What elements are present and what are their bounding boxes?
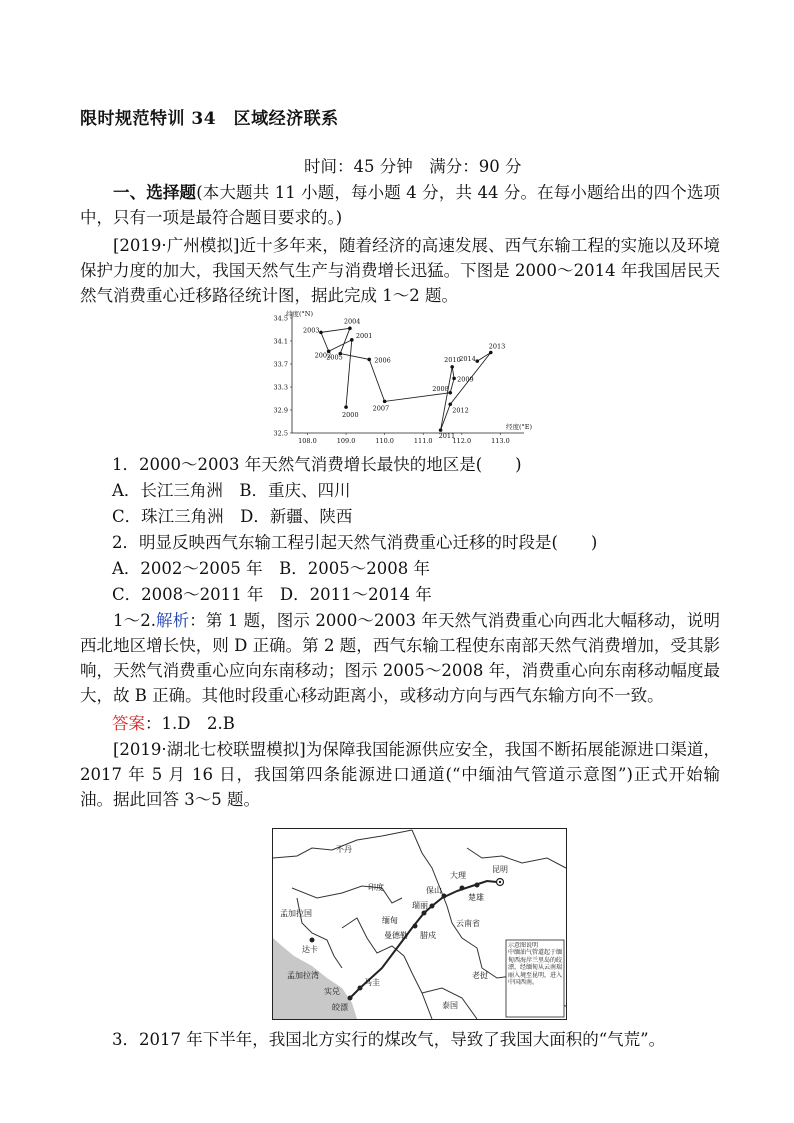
city-dot-muse — [430, 904, 435, 909]
time-score-meta: 时间：45 分钟 满分：90 分 — [304, 157, 522, 176]
map-label-muse: 瑞丽 — [412, 901, 428, 910]
map-label-myanmar: 缅甸 — [382, 916, 398, 925]
point-label-2010: 2010 — [444, 355, 461, 364]
section-instructions — [80, 180, 720, 230]
city-dot-baoshan — [442, 894, 447, 899]
point-label-2003: 2003 — [302, 326, 320, 335]
question-1-options-ab: A．长江三角洲 B．重庆、四川 — [112, 481, 351, 500]
x-tick-label: 113.0 — [491, 437, 510, 445]
question-2-options-ab: A．2002～2005 年 B．2005～2008 年 — [112, 559, 430, 578]
section-note: (本大题共 11 小题，每小题 4 分，共 44 分。在每小题给出的四个选项中，只有一项是最符合题目要求的。) — [80, 183, 721, 227]
y-tick-label: 32.5 — [273, 429, 288, 438]
china-myanmar-pipeline-map — [272, 828, 567, 1020]
question-2-options-cd: C．2008～2011 年 D．2011～2014 年 — [112, 585, 432, 604]
point-label-2008: 2008 — [432, 384, 449, 393]
point-label-2009: 2009 — [457, 375, 474, 384]
passage-1: [2019·广州模拟]近十多年来，随着经济的高速发展、西气东输工程的实施以及环境保护力度的加大，我国天然气生产与消费增长迅猛。下图是 2000～2014 年我国居民天然气消费重心迁移路径统计图，据此完成 1～2 题。 — [80, 236, 720, 305]
data-point-2010 — [450, 365, 454, 369]
map-label-lashio: 腊戍 — [420, 931, 436, 940]
point-label-2004: 2004 — [343, 317, 361, 326]
data-point-2008 — [448, 391, 452, 395]
answer-text: ：1.D 2.B — [145, 714, 235, 733]
map-label-dhaka: 达卡 — [302, 945, 318, 954]
passage-2: [2019·湖北七校联盟模拟]为保障我国能源供应安全，我国不断拓展能源进口渠道，2017 年 5 月 16 日，我国第四条能源进口通道(“中缅油气管道示意图”)正式开始输油。据此回答 3～5 题。 — [80, 740, 720, 809]
data-point-2004 — [348, 327, 352, 331]
y-tick-label: 34.5 — [273, 314, 288, 323]
analysis-text: ：第 1 题，图示 2000～2003 年天然气消费重心向西北大幅移动，说明西北地区增长快，则 D 正确。第 2 题，西气东输工程使东南部天然气消费增加，受其影响，天然气消费重心应向东南移动；图示 2005～2008 年，消费重心向东南移动幅度最大，故 B 正确。其他时段重心移动距离小，或移动方向与西气东输方向不一致。 — [80, 611, 720, 705]
point-label-2006: 2006 — [374, 356, 391, 365]
map-legend — [508, 942, 562, 1016]
question-2: 2．明显反映西气东输工程引起天然气消费重心迁移的时段是( ) — [112, 533, 598, 552]
city-dot-dali — [460, 886, 465, 891]
x-tick-label: 112.0 — [452, 437, 472, 445]
data-point-2001 — [350, 338, 354, 342]
gas-consumption-center-chart — [262, 306, 542, 448]
data-point-2000 — [344, 405, 348, 409]
page-title: 限时规范特训 34 区域经济联系 — [80, 109, 339, 129]
point-label-2007: 2007 — [372, 404, 390, 413]
x-tick-label: 108.0 — [298, 437, 317, 445]
y-tick-label: 33.7 — [273, 360, 288, 369]
map-label-laos: 老挝 — [472, 971, 488, 980]
answer-label: 答案 — [112, 714, 145, 733]
data-point-2014 — [475, 359, 479, 363]
map-label-yunnan: 云南省 — [456, 919, 480, 928]
map-label-bay: 孟加拉湾 — [287, 971, 319, 980]
map-label-magway: 马圭 — [364, 978, 380, 987]
data-point-2009 — [452, 377, 456, 381]
x-tick-label: 109.0 — [336, 437, 356, 445]
city-dot-magway — [358, 986, 363, 991]
map-label-dali: 大理 — [450, 871, 466, 880]
point-label-2001: 2001 — [355, 331, 373, 340]
point-label-2005: 2005 — [326, 353, 343, 362]
x-tick-label: 111.0 — [413, 437, 433, 445]
map-label-baoshan: 保山 — [426, 886, 442, 895]
y-tick-label: 33.3 — [273, 383, 288, 392]
y-axis-label: 纬度(°N) — [286, 310, 314, 318]
map-legend-text: 示意图说明 中缅油气管道起于缅甸西海岸兰里岛的皎漂，经缅甸从云南瑞丽入境至昆明，进入中国西南。 — [508, 942, 562, 987]
analysis-paragraph — [80, 608, 720, 708]
analysis-label: 解析 — [155, 611, 190, 630]
data-point-2013 — [489, 351, 493, 355]
question-1-options-cd: C．珠江三角洲 D．新疆、陕西 — [112, 507, 353, 526]
city-dot-chuxiong — [475, 883, 480, 888]
data-point-2007 — [383, 400, 387, 404]
point-label-2012: 2012 — [452, 406, 469, 415]
x-axis-label: 经度(°E) — [506, 423, 533, 431]
map-label-sittwe: 实兑 — [324, 987, 340, 996]
y-tick-label: 34.1 — [273, 337, 288, 346]
y-tick-label: 32.9 — [273, 406, 288, 415]
section-heading: 一、选择题 — [113, 183, 197, 202]
map-label-kunming: 昆明 — [492, 865, 508, 874]
data-point-2006 — [367, 358, 371, 362]
point-label-2014: 2014 — [459, 355, 476, 364]
city-dot-lashio — [422, 911, 427, 916]
city-dot-dhaka — [310, 938, 315, 943]
point-label-2011: 2011 — [438, 432, 456, 441]
map-label-kyaukphyu: 皎漂 — [332, 1003, 348, 1012]
map-label-india: 印度 — [368, 883, 384, 892]
data-point-2003 — [319, 331, 323, 335]
map-label-bangladesh: 孟加拉国 — [280, 909, 312, 918]
x-tick-label: 110.0 — [375, 437, 394, 445]
city-dot-kyaukphyu — [348, 996, 353, 1001]
point-label-2000: 2000 — [342, 411, 359, 420]
point-label-2002: 2002 — [314, 351, 332, 360]
city-dot-kunming-center — [499, 881, 501, 883]
question-1: 1．2000～2003 年天然气消费增长最快的地区是( ) — [112, 455, 522, 474]
question-3: 3．2017 年下半年，我国北方实行的煤改气，导致了我国大面积的“气荒”。 — [112, 1030, 666, 1049]
analysis-prefix: 1～2. — [113, 611, 156, 630]
point-label-2013: 2013 — [488, 342, 506, 351]
city-dot-mandalay — [413, 924, 418, 929]
map-label-chuxiong: 楚雄 — [468, 893, 484, 902]
map-label-bhutan: 不丹 — [336, 845, 352, 854]
map-label-mandalay: 曼德勒 — [384, 931, 408, 940]
map-label-thailand: 泰国 — [442, 1001, 458, 1010]
answer-line — [112, 711, 235, 736]
